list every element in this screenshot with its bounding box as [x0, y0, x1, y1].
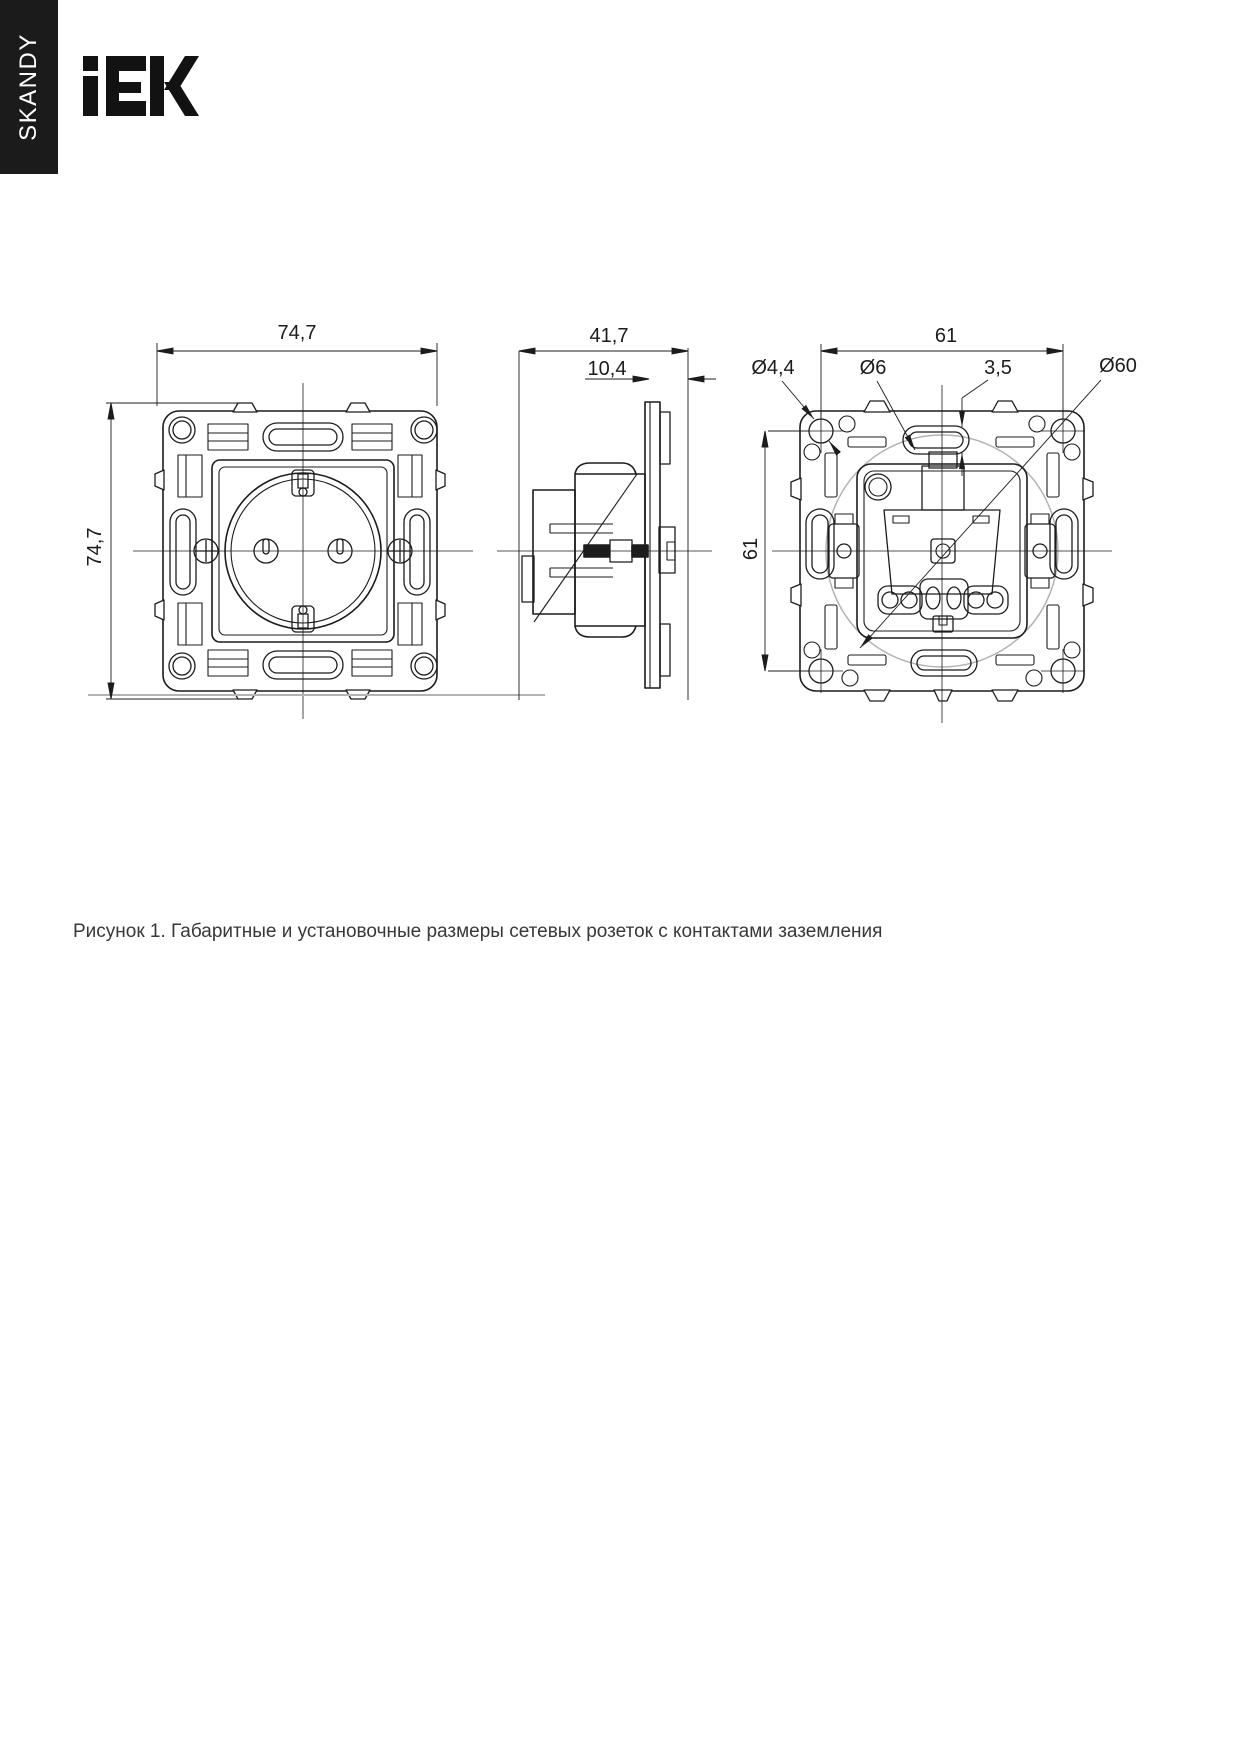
dim-back-spacing-h-label: 61 — [934, 325, 958, 347]
dim-box-diameter-label: Ø60 — [1099, 355, 1137, 377]
dim-claw-hole-diameter-label: Ø6 — [859, 357, 887, 379]
dim-side-depth-label: 41,7 — [589, 325, 629, 347]
side-view — [522, 402, 675, 688]
dim-screw-hole-diameter-label: Ø4,4 — [751, 357, 795, 379]
dim-front-width-label: 74,7 — [277, 322, 317, 344]
dim-slot-width-label: 3,5 — [984, 357, 1012, 379]
dim-back-spacing-v-label: 61 — [740, 537, 762, 561]
dim-side-protrusion-label: 10,4 — [587, 358, 627, 380]
figure-caption: Рисунок 1. Габаритные и установочные размеры сетевых розеток с контактами заземления — [73, 921, 883, 942]
brand-vertical-label: SKANDY — [15, 33, 42, 141]
dim-front-height-label: 74,7 — [84, 527, 106, 567]
